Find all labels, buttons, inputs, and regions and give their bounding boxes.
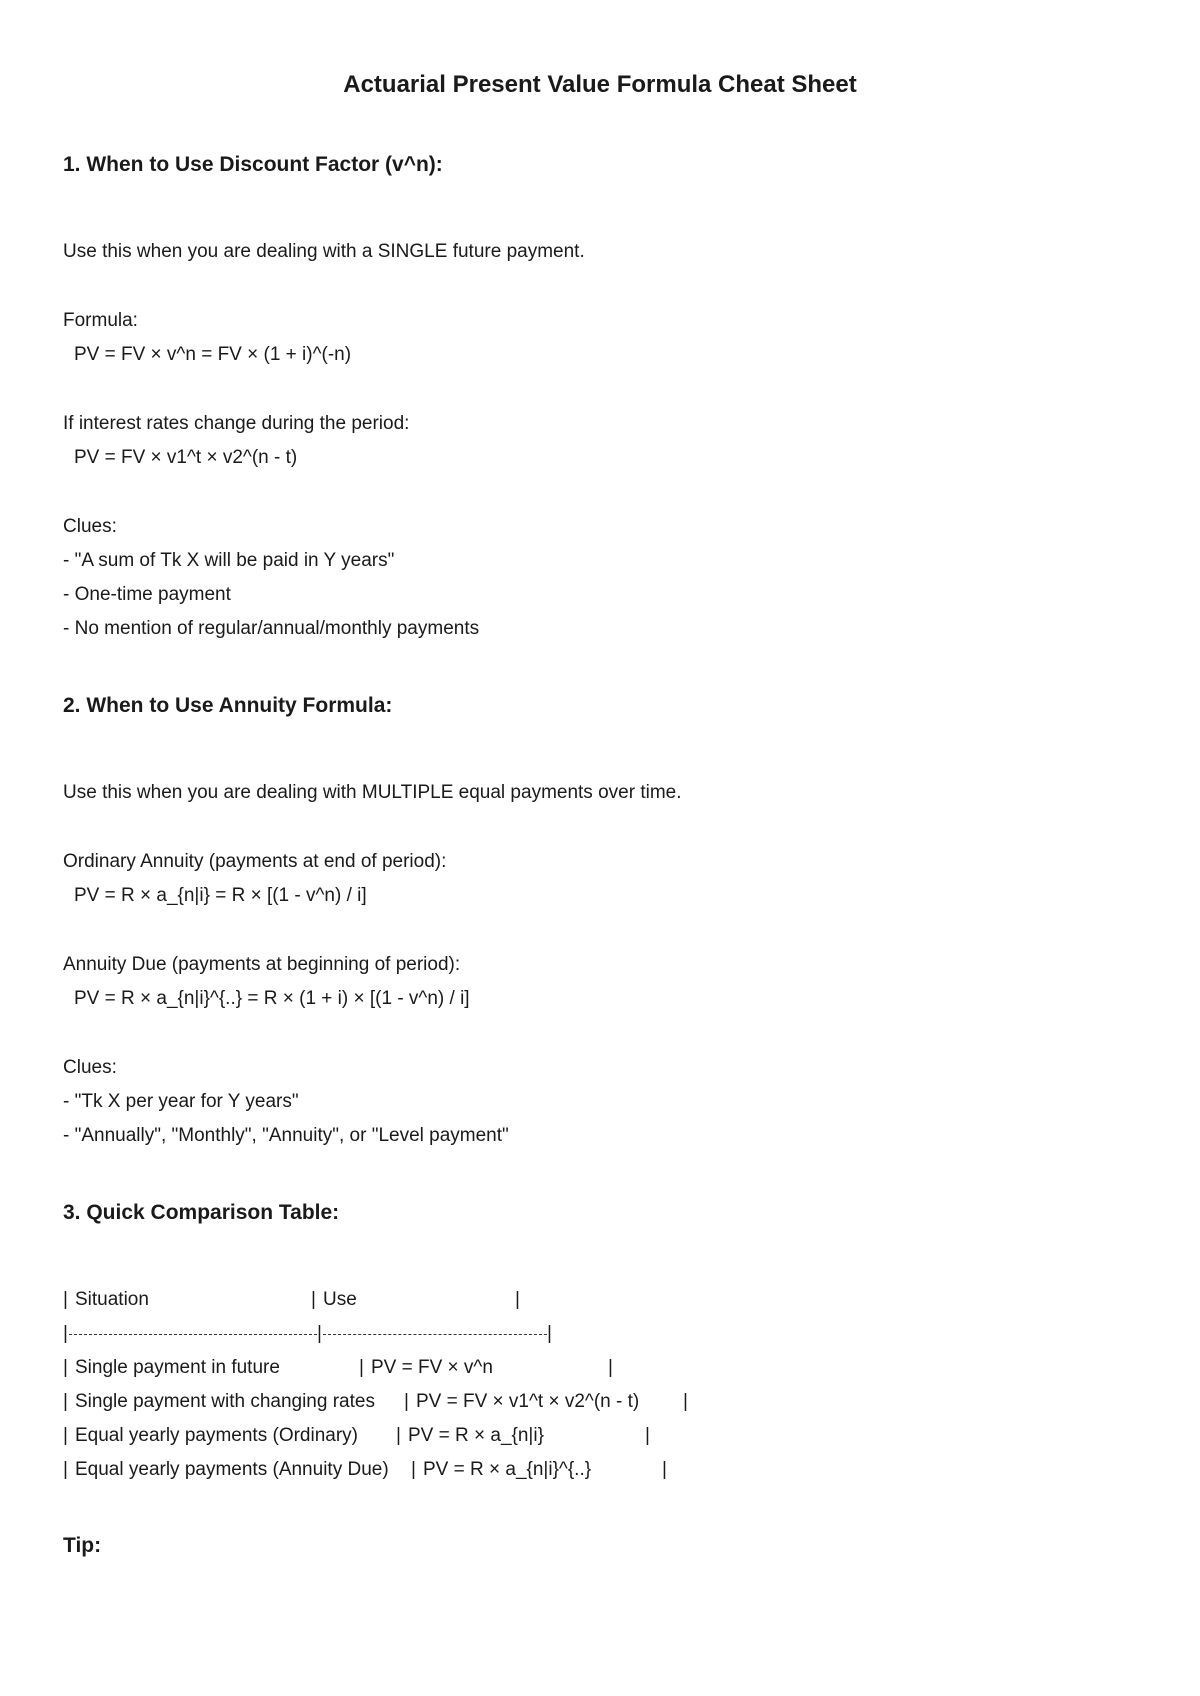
table-separator-row xyxy=(63,1322,563,1346)
table-header-situation: Situation xyxy=(75,1289,149,1310)
table-bar: | xyxy=(411,1459,416,1480)
section-1-changing-formula: PV = FV × v1^t × v2^(n - t) xyxy=(74,447,298,468)
section-1-formula-label: Formula: xyxy=(63,310,138,331)
table-separator-dashes xyxy=(323,1334,547,1335)
table-separator-dashes xyxy=(69,1334,317,1335)
section-2-ordinary-label: Ordinary Annuity (payments at end of period): xyxy=(63,851,447,872)
table-bar: | xyxy=(645,1425,650,1446)
table-bar: | xyxy=(404,1391,409,1412)
section-1-clues-label: Clues: xyxy=(63,516,117,537)
section-1-formula: PV = FV × v^n = FV × (1 + i)^(-n) xyxy=(74,344,352,365)
table-bar: | xyxy=(515,1289,520,1310)
tip-heading: Tip: xyxy=(63,1534,102,1557)
table-header-row xyxy=(63,1288,563,1312)
section-3-heading: 3. Quick Comparison Table: xyxy=(63,1201,340,1224)
table-bar: | xyxy=(396,1425,401,1446)
section-2-due-label: Annuity Due (payments at beginning of period): xyxy=(63,954,461,975)
table-cell-situation: Equal yearly payments (Annuity Due) xyxy=(75,1459,389,1480)
section-1-clue: - One-time payment xyxy=(63,584,231,605)
table-bar: | xyxy=(63,1391,68,1412)
table-bar: | xyxy=(63,1357,68,1378)
table-bar: | xyxy=(311,1289,316,1310)
section-1-clue: - "A sum of Tk X will be paid in Y years" xyxy=(63,550,395,571)
table-row xyxy=(63,1390,703,1414)
section-1-changing-label: If interest rates change during the period: xyxy=(63,413,410,434)
table-cell-situation: Equal yearly payments (Ordinary) xyxy=(75,1425,358,1446)
table-cell-use: PV = FV × v1^t × v2^(n - t) xyxy=(416,1391,640,1412)
table-bar: | xyxy=(317,1323,322,1344)
table-bar: | xyxy=(359,1357,364,1378)
table-bar: | xyxy=(63,1289,68,1310)
table-cell-use: PV = R × a_{n|i}^{..} xyxy=(423,1459,592,1480)
table-bar: | xyxy=(683,1391,688,1412)
table-row xyxy=(63,1458,683,1482)
section-1-intro: Use this when you are dealing with a SINGLE future payment. xyxy=(63,241,585,262)
page-title: Actuarial Present Value Formula Cheat Sheet xyxy=(343,71,857,98)
table-bar: | xyxy=(63,1459,68,1480)
section-1-clue: - No mention of regular/annual/monthly payments xyxy=(63,618,480,639)
table-bar: | xyxy=(662,1459,667,1480)
section-1-heading: 1. When to Use Discount Factor (v^n): xyxy=(63,153,443,176)
section-2-intro: Use this when you are dealing with MULTIPLE equal payments over time. xyxy=(63,782,682,803)
section-2-ordinary-formula: PV = R × a_{n|i} = R × [(1 - v^n) / i] xyxy=(74,885,367,906)
section-2-heading: 2. When to Use Annuity Formula: xyxy=(63,694,393,717)
table-row xyxy=(63,1424,663,1448)
table-cell-use: PV = FV × v^n xyxy=(371,1357,493,1378)
section-2-clue: - "Tk X per year for Y years" xyxy=(63,1091,299,1112)
table-cell-situation: Single payment in future xyxy=(75,1357,280,1378)
table-cell-situation: Single payment with changing rates xyxy=(75,1391,375,1412)
section-2-due-formula: PV = R × a_{n|i}^{..} = R × (1 + i) × [(1 - v^n) / i] xyxy=(74,988,470,1009)
section-2-clues-label: Clues: xyxy=(63,1057,117,1078)
table-cell-use: PV = R × a_{n|i} xyxy=(408,1425,544,1446)
table-bar: | xyxy=(608,1357,613,1378)
table-bar: | xyxy=(547,1323,552,1344)
table-bar: | xyxy=(63,1323,68,1344)
table-bar: | xyxy=(63,1425,68,1446)
table-row xyxy=(63,1356,623,1380)
table-header-use: Use xyxy=(323,1289,357,1310)
section-2-clue: - "Annually", "Monthly", "Annuity", or "Level payment" xyxy=(63,1125,509,1146)
